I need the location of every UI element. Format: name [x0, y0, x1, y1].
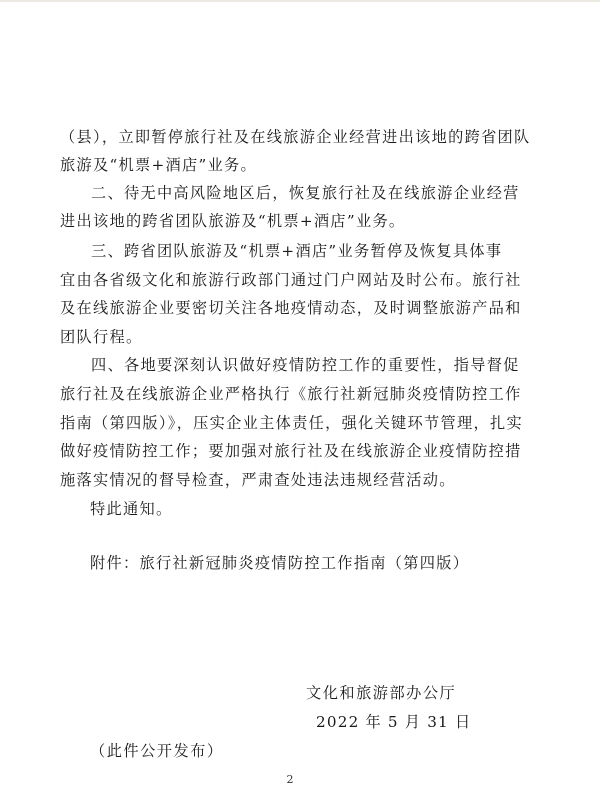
- item-3-line-1: 三、跨省团队旅游及“机票+酒店”业务暂停及恢复具体事: [91, 242, 503, 260]
- closing-text: 特此通知。: [90, 500, 173, 518]
- item-2-line-2: 进出该地的跨省团队旅游及“机票+酒店”业务。: [60, 212, 406, 230]
- item-4-line-2: 旅行社及在线旅游企业严格执行《旅行社新冠肺炎疫情防控工作: [60, 385, 522, 403]
- item-3-line-2: 宜由各省级文化和旅游行政部门通过门户网站及时公布。旅行社: [60, 271, 522, 289]
- page-number: 2: [286, 773, 294, 786]
- item-2-line-1: 二、待无中高风险地区后，恢复旅行社及在线旅游企业经营: [91, 184, 520, 202]
- item-3-line-4: 团队行程。: [60, 328, 143, 346]
- publication-note: （此件公开发布）: [90, 742, 224, 760]
- issue-date: 2022 年 5 月 31 日: [316, 713, 472, 731]
- item-4-line-5: 施落实情况的督导检查，严肃查处违法违规经营活动。: [60, 471, 456, 489]
- continuation-line-2: 旅游及“机票+酒店”业务。: [60, 156, 258, 174]
- issuing-office: 文化和旅游部办公厅: [306, 684, 457, 702]
- item-4-line-1: 四、各地要深刻认识做好疫情防控工作的重要性，指导督促: [91, 356, 520, 374]
- continuation-line-1: （县），立即暂停旅行社及在线旅游企业经营进出该地的跨省团队: [60, 128, 531, 146]
- item-3-line-3: 及在线旅游企业要密切关注各地疫情动态，及时调整旅游产品和: [60, 299, 522, 317]
- item-4-line-4: 做好疫情防控工作；要加强对旅行社及在线旅游企业疫情防控措: [60, 442, 522, 460]
- attachment-line: 附件：旅行社新冠肺炎疫情防控工作指南（第四版）: [90, 554, 470, 572]
- item-4-line-3: 指南（第四版）》，压实企业主体责任，强化关键环节管理，扎实: [60, 414, 523, 432]
- scan-edge: [0, 0, 600, 2]
